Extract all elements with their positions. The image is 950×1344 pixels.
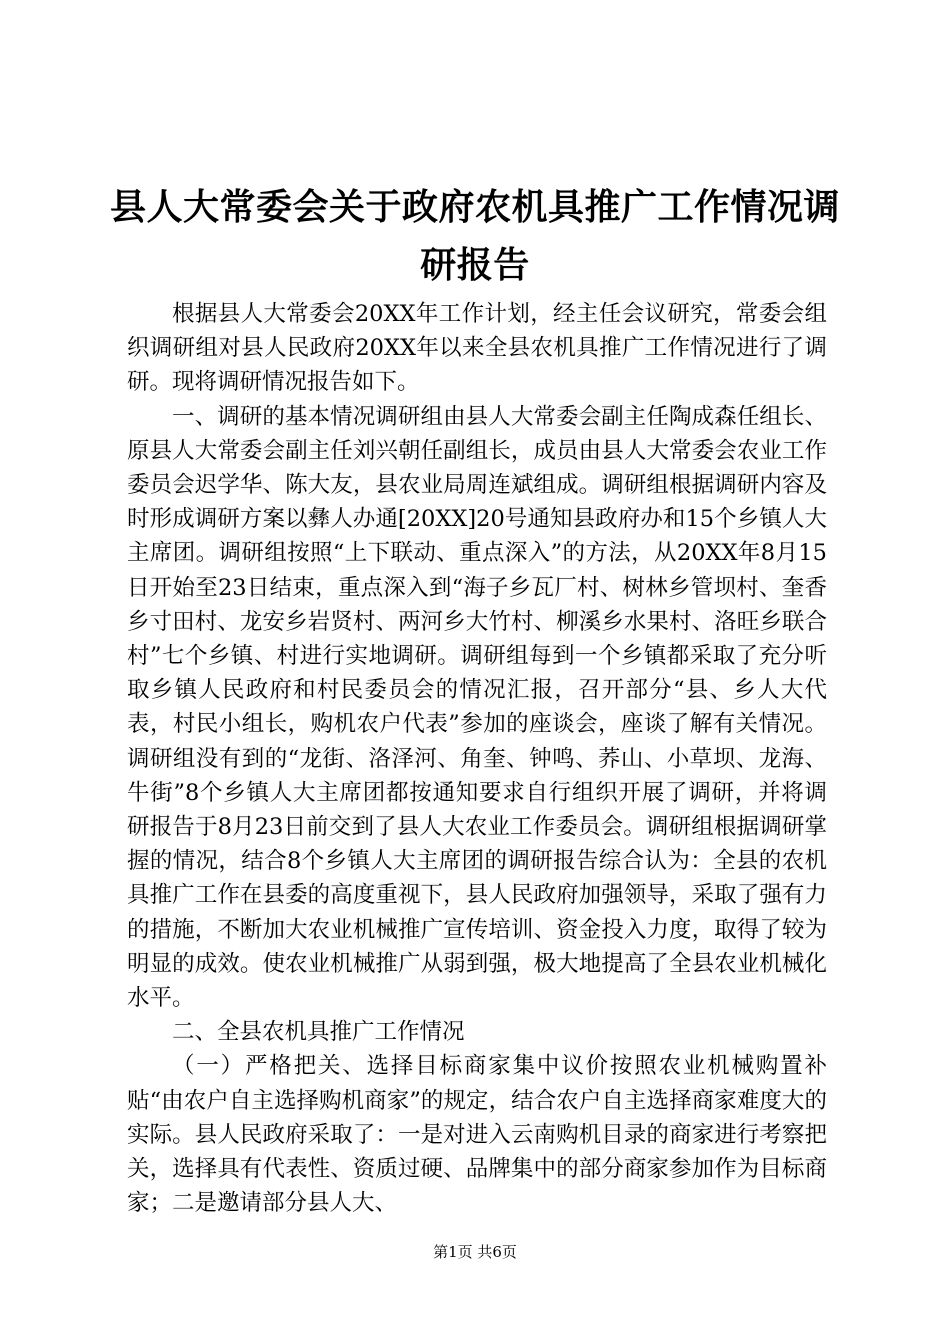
paragraph-intro: 根据县人大常委会20XX年工作计划，经主任会议研究，常委会组织调研组对县人民政府20XX年以来全县农机具推广工作情况进行了调研。现将调研情况报告如下。 xyxy=(127,301,827,396)
document-body xyxy=(127,297,827,1220)
paragraph-section-2-heading: 二、全县农机具推广工作情况 xyxy=(172,1019,465,1046)
document-title: 县人大常委会关于政府农机具推广工作情况调研报告 xyxy=(110,186,841,286)
paragraph-section-2-1: （一）严格把关、选择目标商家集中议价按照农业机械购置补贴“由农户自主选择购机商家”的规定，结合农户自主选择商家难度大的实际。县人民政府采取了：一是对进入云南购机目录的商家进行考察把关，选择具有代表性、资质过硬、品牌集中的部分商家参加作为目标商家；二是邀请部分县人大、 xyxy=(127,1053,827,1217)
paragraph-section-1: 一、调研的基本情况调研组由县人大常委会副主任陶成森任组长、原县人大常委会副主任刘兴朝任副组长，成员由县人大常委会农业工作委员会迟学华、陈大友，县农业局周连斌组成。调研组根据调研内容及时形成调研方案以彝人办通[20XX]20号通知县政府办和15个乡镇人大主席团。调研组按照“上下联动、重点深入”的方法，从20XX年8月15日开始至23日结束，重点深入到“海子乡瓦厂村、树林乡管坝村、奎香乡寸田村、龙安乡岩贤村、两河乡大竹村、柳溪乡水果村、洛旺乡联合村”七个乡镇、村进行实地调研。调研组每到一个乡镇都采取了充分听取乡镇人民政府和村民委员会的情况汇报，召开部分“县、乡人大代表，村民小组长，购机农户代表”参加的座谈会，座谈了解有关情况。调研组没有到的“龙街、洛泽河、角奎、钟鸣、荞山、小草坝、龙海、牛街”8个乡镇人大主席团都按通知要求自行组织开展了调研，并将调研报告于8月23日前交到了县人大农业工作委员会。调研组根据调研掌握的情况，结合8个乡镇人大主席团的调研报告综合认为：全县的农机具推广工作在县委的高度重视下，县人民政府加强领导，采取了强有力的措施，不断加大农业机械推广宣传培训、资金投入力度，取得了较为明显的成效。使农业机械推广从弱到强，极大地提高了全县农业机械化水平。 xyxy=(127,403,827,1012)
page-number-footer: 第1页 共6页 xyxy=(433,1243,517,1261)
